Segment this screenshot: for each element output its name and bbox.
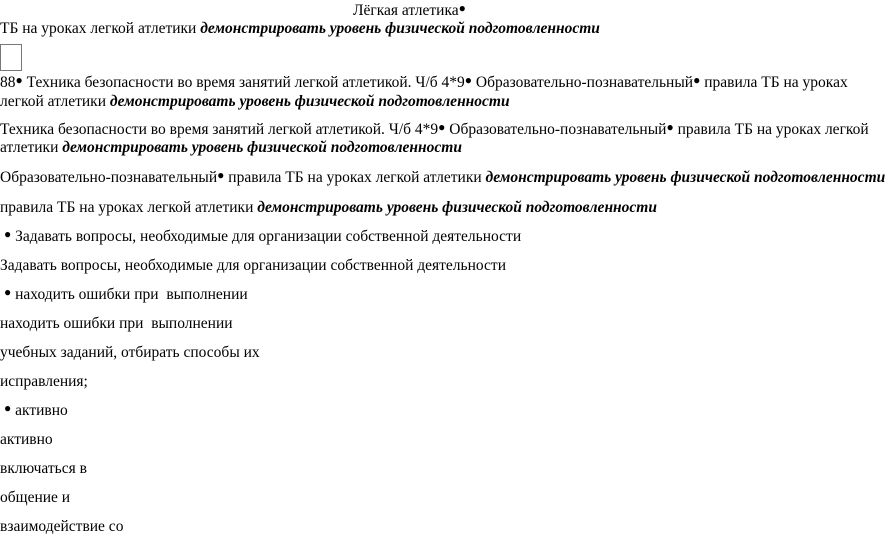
title-text: Лёгкая атлетика <box>353 2 459 19</box>
block2-rules: правила ТБ на уроках легкой <box>673 121 869 138</box>
line-ask-questions-bullet <box>4 228 521 246</box>
bullet-icon: ● <box>15 73 23 87</box>
line-find-errors-bullet <box>4 286 248 304</box>
block1-line1 <box>0 74 848 92</box>
line-learning-tasks <box>0 344 260 362</box>
line14-text: общение и <box>0 489 71 506</box>
block1-type: Образовательно-познавательный <box>472 74 694 91</box>
bullet-icon: ● <box>693 73 701 87</box>
lesson-number: 88 <box>0 74 16 91</box>
block2-topic: Техника безопасности во время занятий легкой атлетикой. Ч/б 4*9 <box>0 121 439 138</box>
empty-checkbox-frame <box>0 44 22 71</box>
line-tb-rules <box>0 20 600 38</box>
bullet-icon: ● <box>438 120 446 134</box>
line-join <box>0 460 87 478</box>
block2-line2 <box>0 139 462 157</box>
block3-line <box>0 169 885 187</box>
block3-type: Образовательно-познавательный <box>0 169 218 186</box>
block1-rules: правила ТБ на уроках <box>700 74 848 91</box>
block2-line1 <box>0 121 869 139</box>
bullet-icon: ● <box>217 168 225 182</box>
block1-l2-emphasis: демонстрировать уровень физической подготовленности <box>109 93 510 110</box>
line11-text: активно <box>11 402 68 419</box>
line-correction <box>0 373 88 391</box>
block4-text: правила ТБ на уроках легкой атлетики <box>0 199 258 216</box>
line-actively-bullet <box>4 402 68 420</box>
bullet-icon: ● <box>666 120 674 134</box>
line8-text: находить ошибки при выполнении <box>0 315 233 332</box>
line7-text: находить ошибки при выполнении <box>11 286 248 303</box>
bullet-icon: ● <box>4 285 12 299</box>
block1-line2 <box>0 93 510 111</box>
block1-topic: Техника безопасности во время занятий легкой атлетикой. Ч/б 4*9 <box>22 74 465 91</box>
line15-text: взаимодействие со <box>0 518 124 535</box>
bullet-icon: ● <box>4 401 12 415</box>
block1-l2-text: легкой атлетики <box>0 93 110 110</box>
bullet-icon: ● <box>4 227 12 241</box>
line5-text: Задавать вопросы, необходимые для организации собственной деятельности <box>11 228 522 245</box>
block3-rules: правила ТБ на уроках легкой атлетики <box>224 169 486 186</box>
block2-l2-text: атлетики <box>0 139 63 156</box>
bullet-icon: ● <box>458 1 466 15</box>
line13-text: включаться в <box>0 460 87 477</box>
line-communication <box>0 489 70 507</box>
bullet-icon: ● <box>464 73 473 87</box>
page-title <box>353 2 466 20</box>
block2-type: Образовательно-познавательный <box>445 121 667 138</box>
block4-emphasis: демонстрировать уровень физической подготовленности <box>257 199 657 216</box>
line-actively <box>0 431 53 449</box>
line10-text: исправления; <box>0 373 88 390</box>
line1-text: ТБ на уроках легкой атлетики <box>0 20 201 37</box>
line9-text: учебных заданий, отбирать способы их <box>0 344 260 361</box>
line-interaction <box>0 518 123 536</box>
line-ask-questions <box>0 257 506 275</box>
line-find-errors <box>0 315 233 333</box>
block4-line <box>0 199 657 217</box>
block3-emphasis: демонстрировать уровень физической подготовленности <box>485 169 885 186</box>
line6-text: Задавать вопросы, необходимые для организации собственной деятельности <box>0 257 506 274</box>
block2-l2-emphasis: демонстрировать уровень физической подготовленности <box>62 139 462 156</box>
line12-text: активно <box>0 431 53 448</box>
line1-emphasis: демонстрировать уровень физической подготовленности <box>200 20 600 37</box>
